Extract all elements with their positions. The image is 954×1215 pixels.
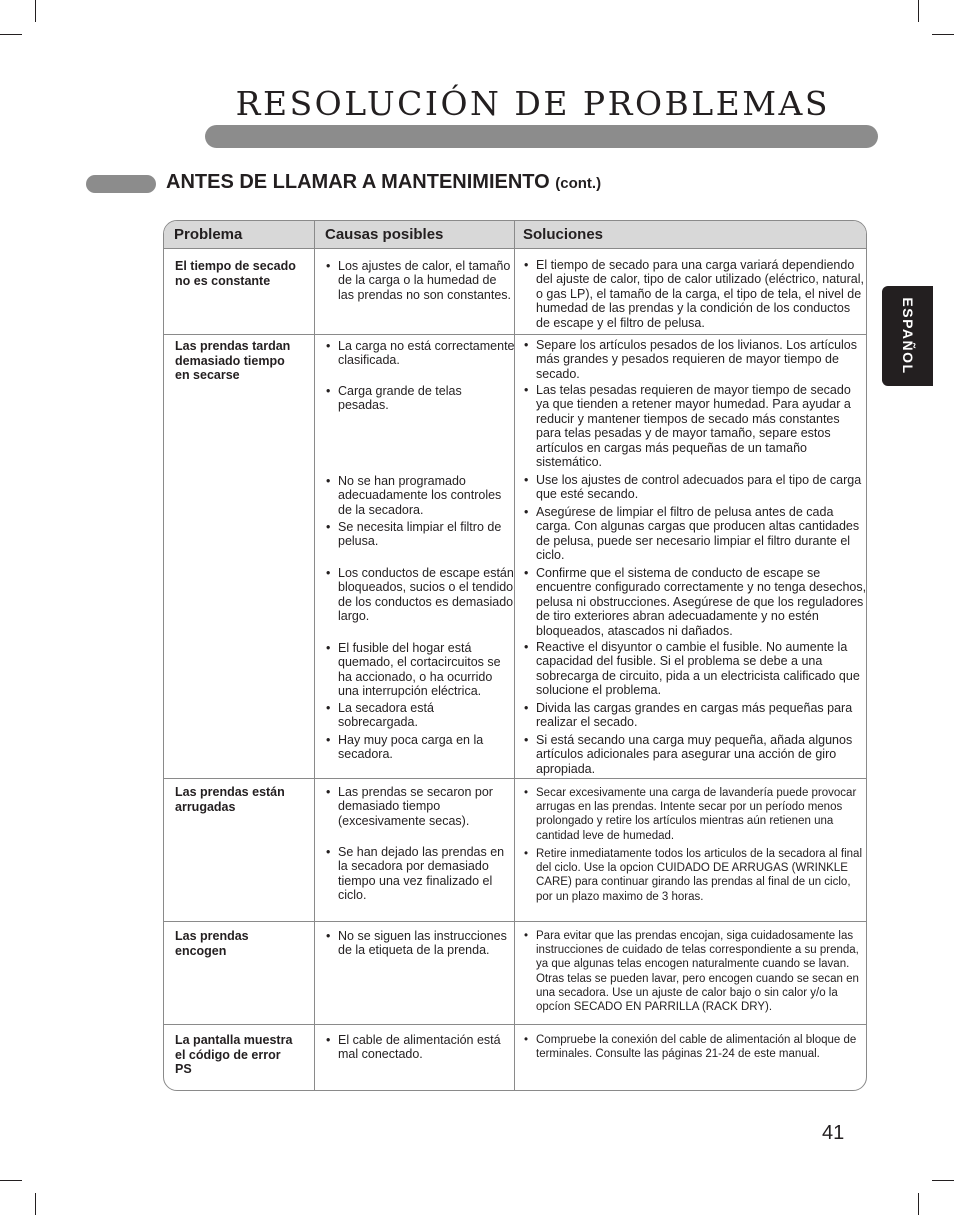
problem-cell: El tiempo de secado no es constante	[175, 259, 296, 288]
section-pill-decoration	[86, 175, 156, 193]
problem-cell: La pantalla muestra el código de error PS	[175, 1033, 293, 1076]
problem-cell: Las prendas están arrugadas	[175, 785, 285, 814]
solution-item: • Si está secando una carga muy pequeña, añada algunos artículos adicionales para asegurar una acción de giro apropiada.	[523, 733, 867, 776]
cause-item: • Los conductos de escape están bloqueados, sucios o el tendido de los conductos es demasiado largo.	[325, 566, 515, 624]
solution-item: • Asegúrese de limpiar el filtro de pelusa antes de cada carga. Con algunas cargas que producen altas cantidades de pelusa, puede ser necesario limpiar el filtro durante el ciclo.	[523, 505, 867, 563]
solution-item: • Secar excesivamente una carga de lavandería puede provocar arrugas en las prendas. Intente secar por un período menos prolongado y retire los artículos mientras aún retienen una cantidad leve de humedad.	[523, 786, 867, 843]
cause-item: • Hay muy poca carga en la secadora.	[325, 733, 515, 762]
problem-cell: Las prendas tardan demasiado tiempo en secarse	[175, 339, 291, 382]
section-title: ANTES DE LLAMAR A MANTENIMIENTO	[166, 171, 550, 193]
column-header-causas: Causas posibles	[325, 226, 444, 243]
solution-item: • Reactive el disyuntor o cambie el fusible. No aumente la capacidad del fusible. Si el problema se debe a una sobrecarga de circuito, pida a un electricista calificado que solucione el problema.	[523, 640, 867, 698]
solution-item: • El tiempo de secado para una carga variará dependiendo del ajuste de calor, tipo de calor utilizado (eléctrico, natural, o gas LP), el tamaño de la carga, el tipo de tela, el nivel de humedad de las prendas y la condición de los conductos de escape y el filtro de pelusa.	[523, 258, 867, 330]
cause-item: • La carga no está correctamente clasificada.	[325, 339, 515, 368]
cause-item: • El cable de alimentación está mal conectado.	[325, 1033, 515, 1062]
language-tab-label: ESPAÑOL	[899, 297, 916, 375]
cause-item: • Se necesita limpiar el filtro de pelusa.	[325, 520, 515, 549]
column-header-problema: Problema	[174, 226, 243, 243]
title-bar-decoration	[205, 125, 878, 148]
cause-item: • Las prendas se secaron por demasiado tiempo (excesivamente secas).	[325, 785, 515, 828]
table-header	[164, 221, 867, 249]
section-suffix: (cont.)	[555, 175, 602, 192]
language-tab	[882, 286, 933, 386]
cause-item: • La secadora está sobrecargada.	[325, 701, 515, 730]
cause-item: • Carga grande de telas pesadas.	[325, 384, 515, 413]
page-title: RESOLUCIÓN DE PROBLEMAS	[235, 84, 830, 123]
cause-item: • No se han programado adecuadamente los controles de la secadora.	[325, 474, 515, 517]
solution-item: • Las telas pesadas requieren de mayor tiempo de secado ya que tienden a retener mayor humedad. Para ayudar a reducir y mantener tiempos de secado más constantes para telas pesadas y de mayor tamaño, separe estos artículos en cargas más pequeñas de un tamaño sistemático.	[523, 383, 867, 469]
row-divider	[164, 334, 867, 335]
solution-item: • Confirme que el sistema de conducto de escape se encuentre configurado correctamente y no tenga desechos, pelusa ni obstrucciones. Asegúrese de que los reguladores de tiro exteriores abran adecuadamente y no estén bloqueados, atascados ni dañados.	[523, 566, 867, 638]
solution-item: • Use los ajustes de control adecuados para el tipo de carga que esté secando.	[523, 473, 867, 502]
column-divider	[314, 221, 315, 1090]
solution-item: • Para evitar que las prendas encojan, siga cuidadosamente las instrucciones de cuidado de telas correspondiente a su prenda, ya que algunas telas encogen naturalmente cuando se lavan. Otras telas se pueden lavar, pero encogen cuando se secan en una secadora. Use un ajuste de calor bajo o sin calor y/o la opcíon SECADO EN PARRILLA (RACK DRY).	[523, 929, 867, 1014]
page-number: 41	[822, 1122, 845, 1144]
row-divider	[164, 1024, 867, 1025]
cause-item: • Se han dejado las prendas en la secadora por demasiado tiempo una vez finalizado el ciclo.	[325, 845, 515, 903]
solution-item: • Compruebe la conexión del cable de alimentación al bloque de terminales. Consulte las páginas 21-24 de este manual.	[523, 1033, 867, 1061]
cause-item: • No se siguen las instrucciones de la etiqueta de la prenda.	[325, 929, 515, 958]
problem-cell: Las prendas encogen	[175, 929, 249, 958]
column-header-soluciones: Soluciones	[523, 226, 604, 243]
solution-item: • Divida las cargas grandes en cargas más pequeñas para realizar el secado.	[523, 701, 867, 730]
solution-item: • Separe los artículos pesados de los livianos. Los artículos más grandes y pesados requieren de mayor tiempo de secado.	[523, 338, 867, 381]
cause-item: • El fusible del hogar está quemado, el cortacircuitos se ha accionado, o ha ocurrido una interrupción eléctrica.	[325, 641, 515, 699]
solution-item: • Retire inmediatamente todos los articulos de la secadora al final del ciclo. Use la opcion CUIDADO DE ARRUGAS (WRINKLE CARE) para continuar girando las prendas al final de un ciclo, por un plazo maximo de 3 horas.	[523, 847, 867, 904]
cause-item: • Los ajustes de calor, el tamaño de la carga o la humedad de las prendas no son constantes.	[325, 259, 515, 302]
row-divider	[164, 921, 867, 922]
row-divider	[164, 778, 867, 779]
troubleshooting-table	[163, 220, 867, 1091]
section-heading	[166, 171, 601, 194]
